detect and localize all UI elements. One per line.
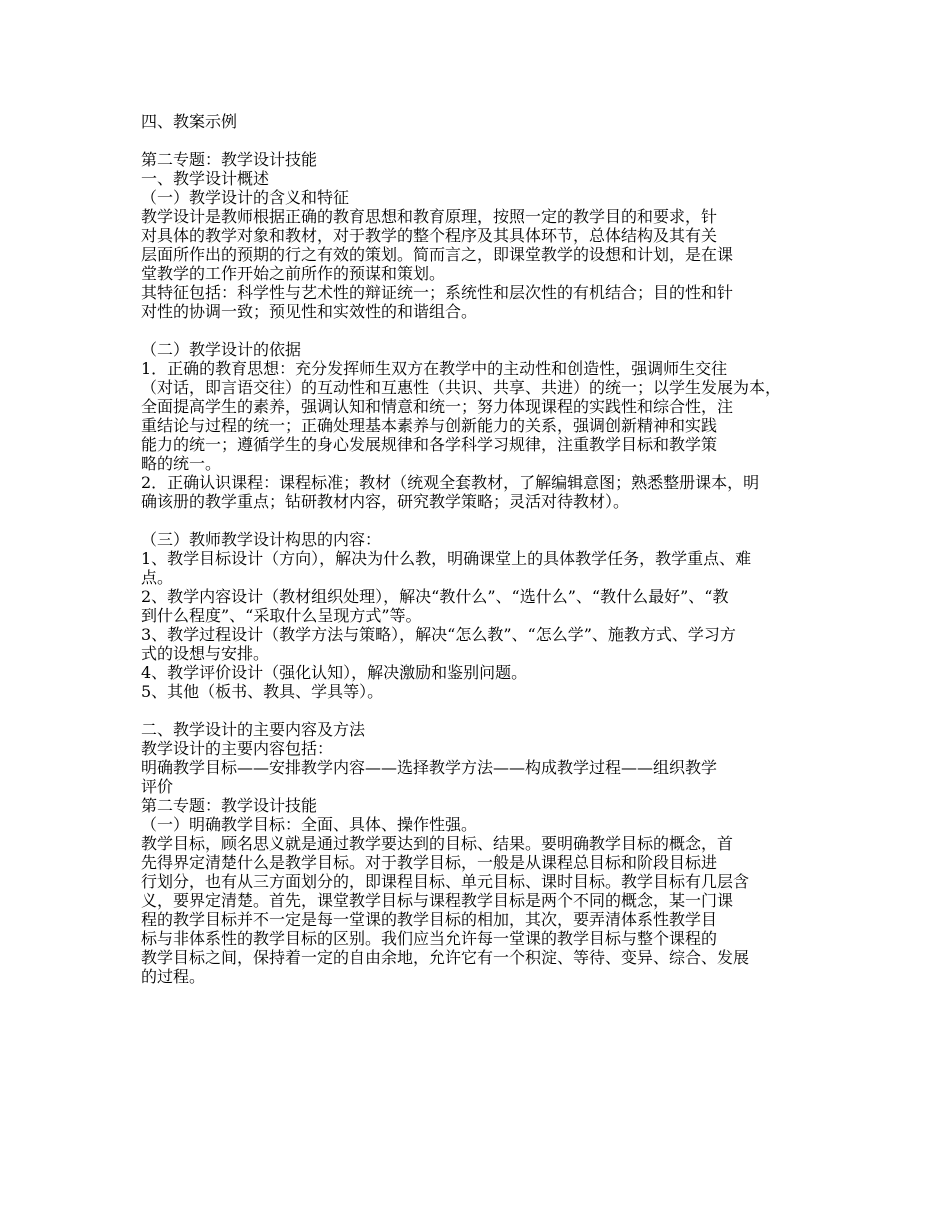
text-line: 义，要界定清楚。首先，课堂教学目标与课程教学目标是两个不同的概念，某一门课	[141, 891, 734, 910]
text-line: 标与非体系性的教学目标的区别。我们应当允许每一堂课的教学目标与整个课程的	[141, 929, 718, 948]
text-line: 评价	[141, 777, 174, 796]
text-line: 到什么程度”、“采取什么呈现方式”等。	[141, 606, 422, 625]
text-line: 层面所作出的预期的行之有效的策划。简而言之，即课堂教学的设想和计划，是在课	[141, 245, 734, 264]
document-page	[141, 112, 813, 986]
text-line: （对话，即言语交往）的互动性和互惠性（共识、共享、共进）的统一；以学生发展为本，	[141, 378, 782, 397]
text-line: 教学设计的主要内容包括：	[141, 739, 334, 758]
text-line: 教学设计是教师根据正确的教育思想和教育原理，按照一定的教学目的和要求，针	[141, 207, 718, 226]
text-line: 全面提高学生的素养，强调认知和情意和统一；努力体现课程的实践性和综合性，注	[141, 397, 734, 416]
text-line: 堂教学的工作开始之前所作的预谋和策划。	[141, 264, 446, 283]
text-line: 3、教学过程设计（教学方法与策略），解决“怎么教”、“怎么学”、施教方式、学习方	[141, 625, 736, 644]
text-line: 略的统一。	[141, 454, 222, 473]
text-line: 行划分，也有从三方面划分的，即课程目标、单元目标、课时目标。教学目标有几层含	[141, 872, 750, 891]
text-line: 5、其他（板书、教具、学具等）。	[141, 682, 384, 701]
text-line: 程的教学目标并不一定是每一堂课的教学目标的相加，其次，要弄清体系性教学目	[141, 910, 718, 929]
text-line: （一）教学设计的含义和特征	[141, 188, 350, 207]
text-line: 4、教学评价设计（强化认知），解决激励和鉴别问题。	[141, 663, 528, 682]
text-line: （二）教学设计的依据	[141, 340, 302, 359]
text-line: 对性的协调一致；预见性和实效性的和谐组合。	[141, 302, 478, 321]
text-line: 一、教学设计概述	[141, 169, 270, 188]
blank-line	[141, 321, 813, 340]
text-line: 点。	[141, 568, 174, 587]
text-line: （一）明确教学目标：全面、具体、操作性强。	[141, 815, 478, 834]
blank-line	[141, 701, 813, 720]
text-line: 的过程。	[141, 967, 206, 986]
text-line: 二、教学设计的主要内容及方法	[141, 720, 366, 739]
text-line: 教学目标之间，保持着一定的自由余地，允许它有一个积淀、等待、变异、综合、发展	[141, 948, 750, 967]
text-line: 1．正确的教育思想：充分发挥师生双方在教学中的主动性和创造性，强调师生交往	[141, 359, 728, 378]
text-line: 1、教学目标设计（方向），解决为什么教，明确课堂上的具体教学任务，教学重点、难	[141, 549, 752, 568]
text-line: 2、教学内容设计（教材组织处理），解决“教什么”、“选什么”、“教什么最好”、“教	[141, 587, 729, 606]
blank-line	[141, 131, 813, 150]
text-line: 重结论与过程的统一；正确处理基本素养与创新能力的关系，强调创新精神和实践	[141, 416, 718, 435]
blank-line	[141, 511, 813, 530]
text-line: 教学目标，顾名思义就是通过教学要达到的目标、结果。要明确教学目标的概念，首	[141, 834, 734, 853]
text-line: （三）教师教学设计构思的内容：	[141, 530, 382, 549]
text-line: 先得界定清楚什么是教学目标。对于教学目标，一般是从课程总目标和阶段目标进	[141, 853, 718, 872]
text-line: 对具体的教学对象和教材，对于教学的整个程序及其具体环节，总体结构及其有关	[141, 226, 718, 245]
text-line: 能力的统一；遵循学生的身心发展规律和各学科学习规律，注重教学目标和教学策	[141, 435, 718, 454]
section-heading: 四、教案示例	[141, 112, 238, 131]
text-line: 明确教学目标——安排教学内容——选择教学方法——构成教学过程——组织教学	[141, 758, 718, 777]
text-line: 第二专题：教学设计技能	[141, 796, 318, 815]
text-line: 式的设想与安排。	[141, 644, 270, 663]
text-line: 确该册的教学重点；钻研教材内容，研究教学策略；灵活对待教材）。	[141, 492, 630, 511]
text-line: 2．正确认识课程：课程标准；教材（统观全套教材，了解编辑意图；熟悉整册课本，明	[141, 473, 760, 492]
text-line: 其特征包括：科学性与艺术性的辩证统一；系统性和层次性的有机结合；目的性和针	[141, 283, 734, 302]
text-line: 第二专题：教学设计技能	[141, 150, 318, 169]
